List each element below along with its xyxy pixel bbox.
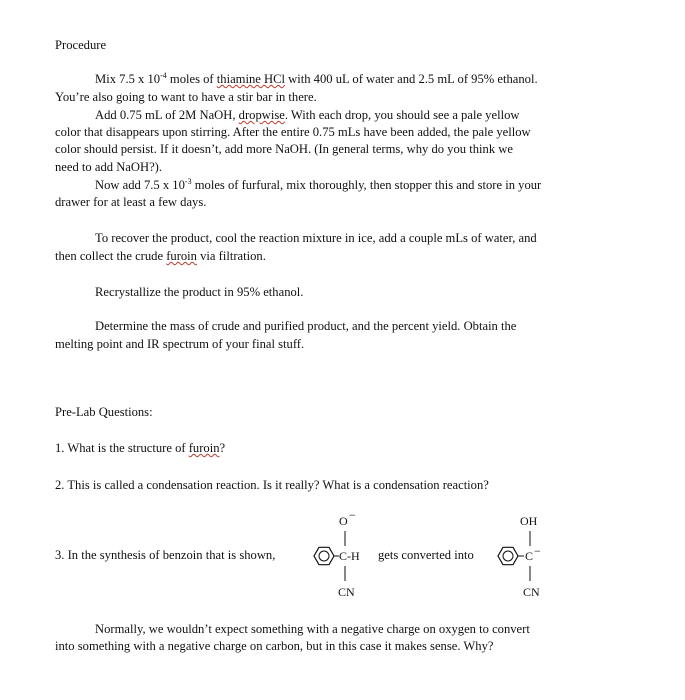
question-3-followup-line-1: Normally, we wouldn’t expect something with a negative charge on oxygen to convert <box>95 622 530 636</box>
prelab-heading: Pre-Lab Questions: <box>55 405 153 419</box>
exponent: -3 <box>184 176 192 186</box>
hydroxyl-label: OH <box>520 514 538 528</box>
text-segment: Mix 7.5 x 10 <box>95 72 161 86</box>
text-segment: Now add 7.5 x 10 <box>95 178 185 192</box>
question-3-middle: gets converted into <box>378 548 474 562</box>
exponent: -4 <box>160 70 167 80</box>
cyano-label: CN <box>523 585 540 599</box>
procedure-paragraph-1-line-2: You’re also going to want to have a stir bar in there. <box>55 90 317 104</box>
text-segment: with 400 uL of water and 2.5 mL of 95% ethanol. <box>285 72 538 86</box>
text-segment: then collect the crude <box>55 249 167 263</box>
spellcheck-word-dropwise: dropwise <box>238 108 285 122</box>
benzene-ring-icon <box>498 547 518 564</box>
carbon-hydrogen-label: C-H <box>339 549 360 563</box>
text-segment: Add 0.75 mL of 2M NaOH, <box>95 108 239 122</box>
text-segment: moles of furfural, mix thoroughly, then stopper this and store in your <box>191 178 542 192</box>
oxygen-label: O <box>339 514 348 528</box>
procedure-paragraph-5: Recrystallize the product in 95% ethanol. <box>95 285 304 299</box>
procedure-paragraph-4-line-1: To recover the product, cool the reaction mixture in ice, add a couple mLs of water, and <box>95 231 537 245</box>
cyano-label: CN <box>338 585 355 599</box>
spellcheck-word-furoin: furoin <box>166 249 197 263</box>
procedure-paragraph-6-line-1: Determine the mass of crude and purified product, and the percent yield. Obtain the <box>95 319 517 333</box>
carbon-label: C <box>525 549 534 563</box>
question-2: 2. This is called a condensation reaction. Is it really? What is a condensation reaction? <box>55 478 489 492</box>
text-segment: via filtration. <box>196 249 266 263</box>
procedure-paragraph-2-line-4: need to add NaOH?). <box>55 160 163 174</box>
procedure-paragraph-2-line-1 <box>95 107 519 124</box>
negative-charge: − <box>534 544 541 558</box>
text-segment: . With each drop, you should see a pale yellow <box>284 108 520 122</box>
procedure-paragraph-4-line-2 <box>55 248 266 265</box>
question-3-followup-line-2: into something with a negative charge on carbon, but in this case it makes sense. Why? <box>55 639 494 653</box>
procedure-paragraph-2-line-3: color should persist. If it doesn’t, add more NaOH. (In general terms, why do you think we <box>55 142 513 156</box>
procedure-paragraph-3-line-2: drawer for at least a few days. <box>55 195 207 209</box>
spellcheck-word-furoin: furoin <box>188 441 220 455</box>
text-segment: 1. What is the structure of <box>55 441 189 455</box>
aromatic-circle <box>319 551 329 561</box>
question-3-intro: 3. In the synthesis of benzoin that is shown, <box>55 548 276 562</box>
text-segment: ? <box>219 441 226 455</box>
procedure-paragraph-6-line-2: melting point and IR spectrum of your final stuff. <box>55 337 305 351</box>
aromatic-circle <box>503 551 513 561</box>
negative-charge: − <box>349 508 356 522</box>
question-1 <box>55 440 225 457</box>
carbanion-structure <box>498 514 541 599</box>
benzene-ring-icon <box>314 547 334 564</box>
procedure-paragraph-3-line-1 <box>95 177 541 194</box>
procedure-heading: Procedure <box>55 38 107 52</box>
alkoxide-structure <box>314 508 360 599</box>
spellcheck-word-thiamine: thiamine HCl <box>216 72 285 86</box>
procedure-paragraph-2-line-2: color that disappears upon stirring. After the entire 0.75 mLs have been added, the pale yellow <box>55 125 531 139</box>
text-segment: moles of <box>166 72 217 86</box>
procedure-paragraph-1-line-1 <box>95 71 538 88</box>
